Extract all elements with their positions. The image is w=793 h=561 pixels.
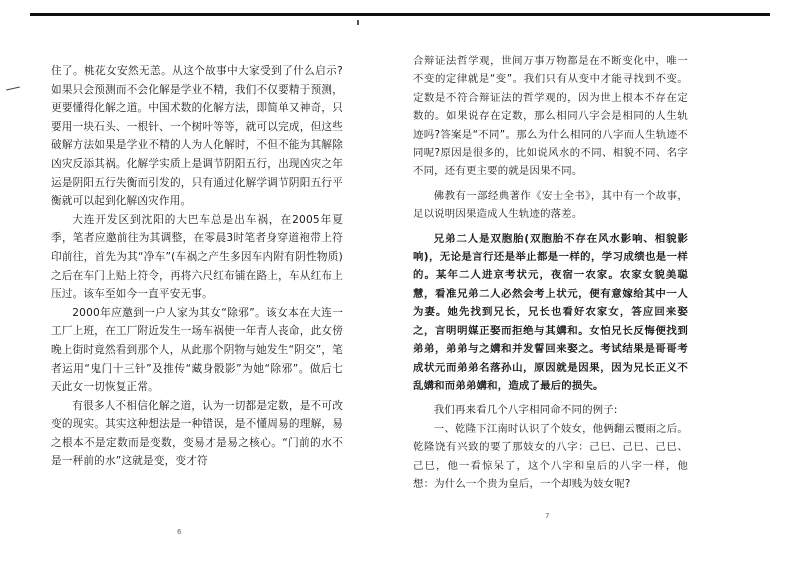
- left-page-number: 6: [177, 528, 182, 536]
- left-paragraph-3: 2000年应邀到一户人家为其女“除邪”。该女本在大连一工厂上班，在工厂附近发生一场车祸使一年青人丧命，此女傍晚上街时竟然看到那个人，从此那个阴物与她发生“阴交”，笔者运用“鬼门十三针”及推传“藏身骰影”为她“除邪”。做后七天此女一切恢复正常。: [51, 306, 344, 394]
- left-paragraph-2: 大连开发区到沈阳的大巴车总是出车祸，在2005年夏季，笔者应邀前往为其调整，在零晨3时笔者身穿道袍带上符印前往，首先为其“净车”(车祸之产生多因车内附有阴性物质)之后在车门上贴上符令，再将六尺红布铺在路上，车从红布上压过。该车至如今一直平安无事。: [51, 213, 343, 301]
- right-paragraph-4: 我们再来看几个八字相同命不同的例子:: [433, 404, 618, 417]
- left-paragraph-1: 住了。桃花女安然无恙。从这个故事中大家受到了什么启示?如果只会预测而不会化解是学业不精，我们不仅要精于预测，更要懂得化解之道。中国术数的化解方法，即简单又神奇，只要用一块石头、一根针、一个树叶等等，就可以完成，但这些破解方法如果是学业不精的人为人化解时，不但不能为其解除凶灾反添其祸。化解学实质上是调节阴阳五行，出现凶灾之年运是阴阳五行失衡而引发的，只有通过化解学调节阴阳五行平衡就可以起到化解凶灾作用。: [51, 65, 343, 208]
- right-page-number: 7: [545, 512, 550, 520]
- right-paragraph-2: 佛教有一部经典著作《安士全书》，其中有一个故事，足以说明因果造成人生轨迹的落差。: [413, 189, 688, 221]
- right-paragraph-5: 一、乾隆下江南时认识了个妓女，他俩翻云覆雨之后。乾隆饶有兴致的要了那妓女的八字：己巳、己巳、己巳、己巳，他一看惊呆了，这个八字和皇后的八字一样，他想：为什么一个贵为皇后，一个却贱为妓女呢?: [413, 422, 688, 490]
- left-paragraph-4: 有很多人不相信化解之道，认为一切都是定数，是不可改变的现实。其实这种想法是一种错误，是不懂周易的理解，易之根本不是定数而是变数，变易才是易之核心。“门前的水不是一秤前的水”这就是变，变才符: [51, 399, 343, 468]
- right-paragraph-1: 合辩证法哲学观，世间万事万物都是在不断变化中，唯一不变的定律就是“变”。我们只有从变中才能寻找到不变。定数是不符合辩证法的哲学观的，因为世上根本不存在定数的。如果说存在定数，那么相同八字会是相同的人生轨迹吗?答案是“不同”。那么为什么相同的八字而人生轨迹不同呢?原因是很多的，比如说风水的不同、相貌不同、名字不同，还有更主要的就是因果不同。: [413, 55, 688, 178]
- scan-center-mark: [357, 20, 359, 25]
- left-page: [51, 62, 343, 471]
- scan-margin-mark: [6, 87, 20, 91]
- scan-top-edge: [30, 13, 770, 16]
- right-paragraph-3: 兄弟二人是双胞胎(双胞胎不存在风水影响、相貌影响)，无论是言行还是举止都是一样的，学习成绩也是一样的。某年二人进京考状元，夜宿一农家。农家女貌美聪慧，看准兄弟二人必然会考上状元，便有意嫁给其中一人为妻。她先找到兄长，兄长也看好农家女，答应回来娶之，言明明媒正娶而拒绝与其媾和。女怕兄长反悔便找到弟弟，弟弟与之媾和并发誓回来娶之。考试结果是哥哥考成状元而弟弟名落孙山，原因就是因果，因为兄长正义不乱媾和而弟弟媾和，造成了最后的损失。: [413, 232, 688, 392]
- right-page: [413, 52, 688, 493]
